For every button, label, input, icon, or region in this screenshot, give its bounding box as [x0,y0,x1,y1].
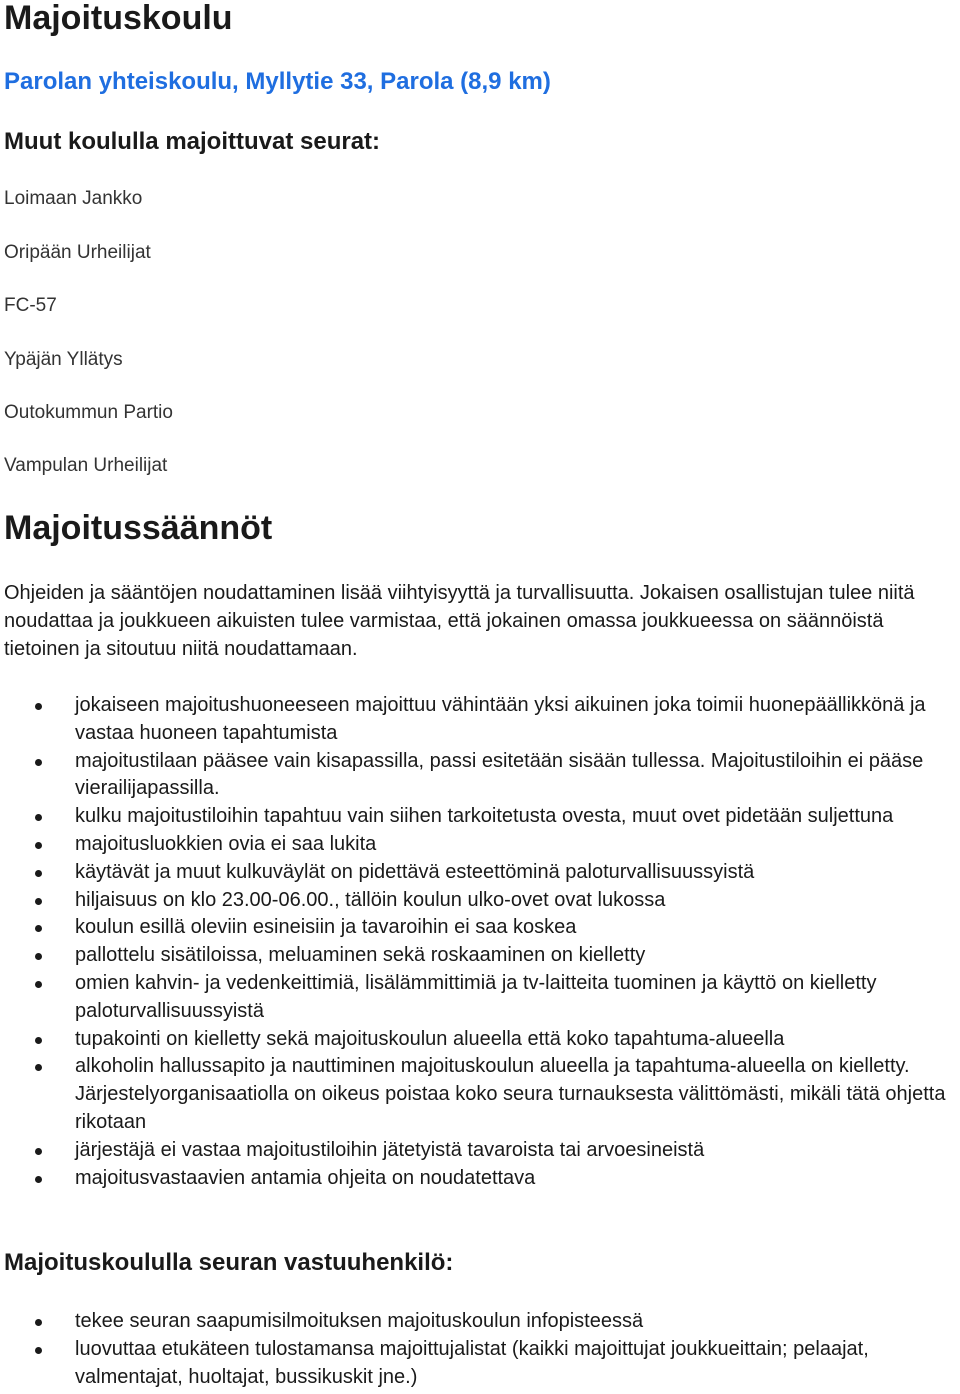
rules-list [0,692,960,1192]
bullet-icon [35,1064,42,1071]
bullet-icon [35,1319,42,1326]
rule-text: pallottelu sisätiloissa, meluaminen sekä roskaaminen on kielletty [75,944,646,967]
rule-text: tupakointi on kielletty sekä majoituskoulun alueella että koko tapahtuma-alueella [75,1027,785,1050]
rule-text: majoitusluokkien ovia ei saa lukita [75,832,377,855]
rule-text: jokaiseen majoitushuoneeseen majoittuu vähintään yksi aikuinen joka toimii huonepäällikkönä ja vastaa huoneen tapahtumista [75,694,926,744]
rule-text: käytävät ja muut kulkuväylät on pidettävä esteettöminä paloturvallisuussyistä [75,860,755,883]
rule-text: järjestäjä ei vastaa majoitustiloihin jätetyistä tavaroista tai arvoesineistä [75,1138,705,1161]
rule-text: hiljaisuus on klo 23.00-06.00., tällöin koulun ulko-ovet ovat lukossa [75,888,666,911]
bullet-icon [35,1037,42,1044]
list-item [0,914,960,942]
rules-heading: Majoitussäännöt [4,509,273,547]
rule-text: majoitusvastaavien antamia ohjeita on noudatettava [75,1166,536,1189]
bullet-icon [35,703,42,710]
other-clubs-heading: Muut koululla majoittuvat seurat: [4,128,381,155]
list-item [0,1053,960,1136]
bullet-icon [35,1347,42,1354]
list-item [0,1165,960,1193]
rules-intro: Ohjeiden ja sääntöjen noudattaminen lisää viihtyisyyttä ja turvallisuutta. Jokaisen osallistujan tulee niitä noudattaa ja joukkueen aikuisten tulee varmistaa, että jokainen omassa joukkueessa on säännöistä tietoinen ja sitoutuu niitä noudattamaan. [4,582,915,660]
bullet-icon [35,759,42,766]
contact-heading: Majoituskoululla seuran vastuuhenkilö: [4,1249,454,1276]
rule-text: majoitustilaan pääsee vain kisapassilla, passi esitetään sisään tullessa. Majoitustiloihin ei pääse vierailijapassilla. [75,749,924,800]
bullet-icon [35,842,42,849]
list-item [0,1336,960,1392]
list-item [0,970,960,1026]
rule-text: kulku majoitustiloihin tapahtuu vain siihen tarkoitetusta ovesta, muut ovet pidetään suljettuna [75,805,894,828]
club-item: Ypäjän Yllätys [4,349,123,370]
bullet-icon [35,1176,42,1183]
list-item [0,1026,960,1054]
bullet-icon [35,1148,42,1155]
rule-text: koulun esillä oleviin esineisiin ja tavaroihin ei saa koskea [75,916,577,939]
bullet-icon [35,814,42,821]
list-item [0,1308,960,1336]
bullet-icon [35,925,42,932]
bullet-icon [35,953,42,960]
list-item [0,1137,960,1165]
list-item [0,692,960,748]
list-item [0,803,960,831]
club-item: Vampulan Urheilijat [4,455,168,476]
duty-text: tekee seuran saapumisilmoituksen majoituskoulun infopisteessä [75,1310,644,1332]
list-item [0,887,960,915]
list-item [0,831,960,859]
rule-text: alkoholin hallussapito ja nauttiminen majoituskoulun alueella ja tapahtuma-alueella on kielletty. Järjestelyorganisaatiolla on oikeus poistaa koko seura turnauksesta välittömästi, mikäli tätä ohjetta rikotaan [75,1055,946,1133]
page-title: Majoituskoulu [4,0,233,37]
list-item [0,859,960,887]
club-item: Outokummun Partio [4,402,173,423]
bullet-icon [35,870,42,877]
school-location: Parolan yhteiskoulu, Myllytie 33, Parola (8,9 km) [4,68,551,95]
club-item: Loimaan Jankko [4,188,143,209]
duty-text: luovuttaa etukäteen tulostamansa majoittujalistat (kaikki majoittujat joukkueittain; pelaajat, valmentajat, huoltajat, bussikuskit jne.) [75,1337,869,1388]
rule-text: omien kahvin- ja vedenkeittimiä, lisälämmittimiä ja tv-laitteita tuominen ja käyttö on kielletty paloturvallisuussyistä [75,971,877,1022]
club-item: Oripään Urheilijat [4,242,151,263]
list-item [0,942,960,970]
contact-duties-list [0,1308,960,1391]
club-item: FC-57 [4,295,57,316]
list-item [0,748,960,804]
bullet-icon [35,898,42,905]
bullet-icon [35,981,42,988]
